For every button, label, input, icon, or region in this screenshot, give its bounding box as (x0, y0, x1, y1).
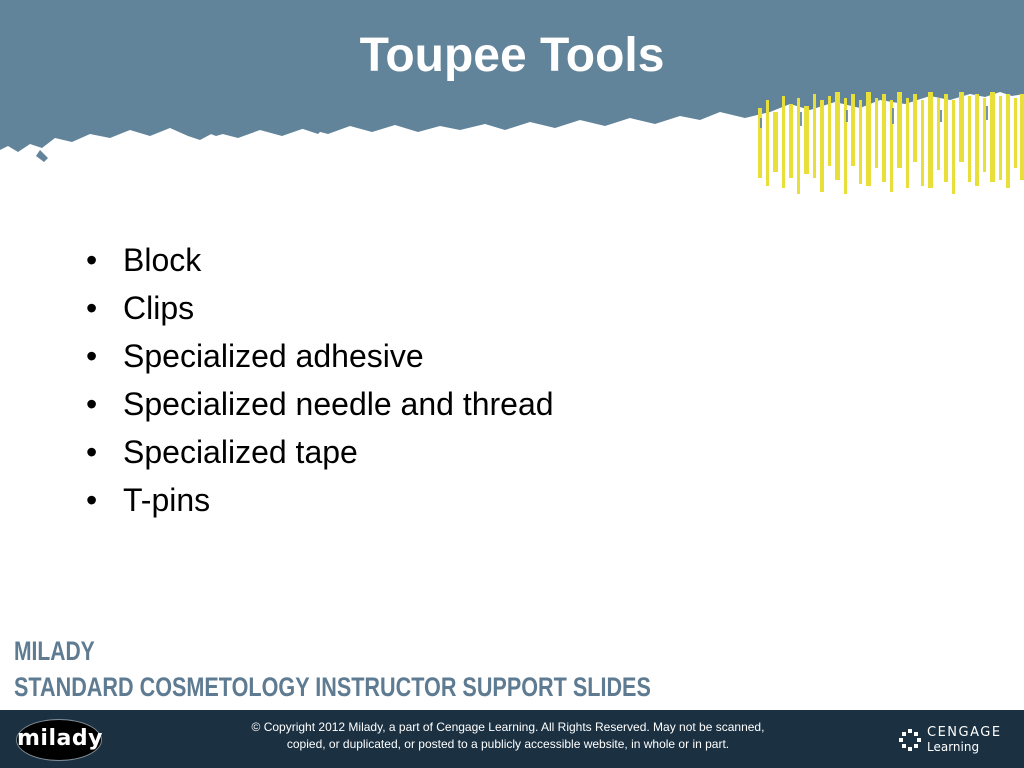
cengage-logo-icon (898, 728, 922, 752)
bullet-list (86, 236, 554, 524)
bullet-marker: • (86, 434, 98, 470)
copyright-line: © Copyright 2012 Milady, a part of Cengage Learning. All Rights Reserved. May not be scanned, (251, 720, 765, 734)
bullet-marker: • (86, 290, 98, 326)
bullet-marker: • (86, 338, 98, 374)
cengage-logo (898, 724, 1010, 760)
copyright-line: copied, or duplicated, or posted to a publicly accessible website, in whole or in part. (286, 737, 730, 751)
list-item-text: Block (123, 242, 202, 278)
copyright-notice (218, 719, 798, 753)
list-item (86, 284, 554, 332)
list-item-text: T-pins (123, 482, 211, 518)
milady-logo: milady (16, 719, 102, 761)
list-item-text: Specialized needle and thread (123, 386, 554, 422)
list-item-text: Specialized adhesive (123, 338, 424, 374)
brand-title: MILADY (14, 636, 95, 666)
publisher-name: CENGAGE (927, 725, 1002, 740)
bullet-marker: • (86, 242, 98, 278)
list-item (86, 332, 554, 380)
list-item (86, 476, 554, 524)
list-item-text: Clips (123, 290, 195, 326)
bullet-marker: • (86, 482, 98, 518)
brand-subtitle: STANDARD COSMETOLOGY INSTRUCTOR SUPPORT SLIDES (14, 672, 651, 702)
publisher-subname: Learning (927, 740, 980, 754)
list-item-text: Specialized tape (123, 434, 358, 470)
list-item (86, 236, 554, 284)
bullet-marker: • (86, 386, 98, 422)
slide-title: Toupee Tools (359, 29, 665, 82)
list-item (86, 380, 554, 428)
list-item (86, 428, 554, 476)
